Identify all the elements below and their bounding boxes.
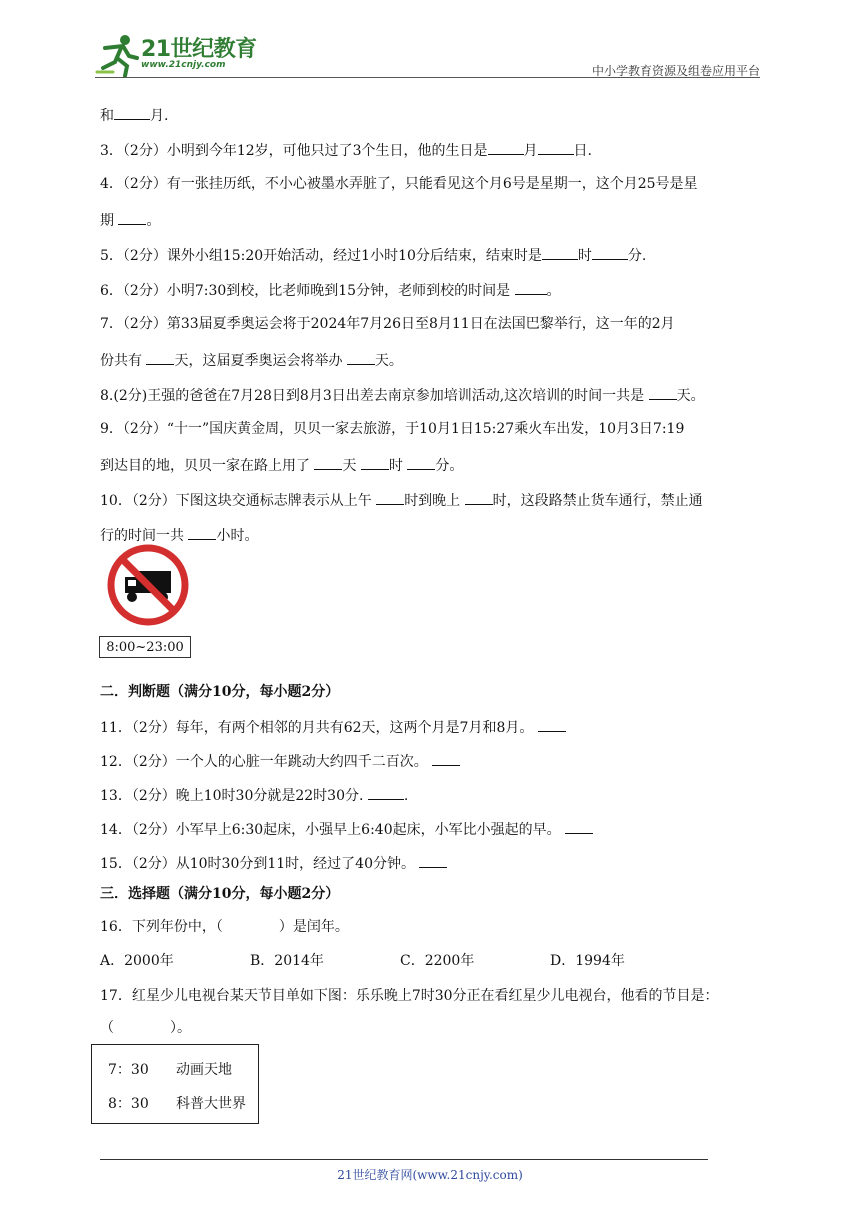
text: . (403, 788, 409, 804)
question-14 (100, 819, 593, 839)
question-5 (100, 245, 646, 265)
text: 。 (146, 213, 161, 229)
text: 份共有 (100, 353, 142, 369)
text: 时，这段路禁止货车通行，禁止通 (492, 493, 703, 509)
section-title-judgment: 二．判断题（满分10分，每小题2分） (100, 684, 340, 700)
question-9 (100, 420, 684, 438)
text: 期 (100, 213, 114, 229)
text: 天。 (676, 388, 705, 404)
page-header (95, 32, 760, 78)
answer-blank[interactable] (118, 210, 146, 225)
answer-blank[interactable] (432, 751, 460, 766)
logo-text: 21世纪教育 (141, 37, 257, 62)
question-4-cont (100, 210, 160, 230)
answer-blank[interactable] (538, 140, 574, 155)
sign-time-caption: 8:00~23:00 (99, 636, 191, 658)
option-c[interactable]: C．2200年 (400, 953, 475, 969)
text: 到达目的地，贝贝一家在路上用了 (100, 458, 310, 474)
answer-blank[interactable] (565, 819, 593, 834)
text: 月. (150, 108, 169, 124)
question-13 (100, 785, 408, 805)
question-8 (100, 385, 705, 405)
text: 分。 (435, 458, 464, 474)
answer-blank[interactable] (419, 853, 447, 868)
answer-blank[interactable] (592, 245, 628, 260)
answer-blank[interactable] (361, 455, 389, 470)
question-6 (100, 280, 561, 300)
answer-blank[interactable] (538, 717, 566, 732)
question-line (100, 105, 168, 125)
text: 分. (627, 248, 647, 264)
question-7-cont (100, 350, 403, 370)
site-logo[interactable] (95, 32, 265, 78)
text: 4．（2分）有一张挂历纸，不小心被墨水弄脏了，只能看见这个月6号是星期一，这个月25号是星 (100, 176, 698, 192)
text: 。 (546, 283, 561, 299)
question-9-cont (100, 455, 463, 475)
answer-blank[interactable] (542, 245, 578, 260)
answer-blank[interactable] (347, 350, 375, 365)
text: 时到晚上 (404, 493, 461, 509)
question-16-options (100, 952, 700, 970)
no-trucks-sign-icon (107, 544, 189, 626)
text: 天，这届夏季奥运会将举办 (174, 353, 343, 369)
text: 时 (577, 248, 592, 264)
question-17: 17．红星少儿电视台某天节目单如下图：乐乐晚上7时30分正在看红星少儿电视台，他看的节目是： (100, 988, 719, 1004)
text: 日. (573, 143, 592, 159)
question-12 (100, 751, 460, 771)
answer-blank[interactable] (488, 140, 524, 155)
question-3 (100, 140, 592, 160)
answer-blank[interactable] (515, 280, 547, 295)
text: 和 (100, 108, 114, 124)
question-11 (100, 717, 566, 737)
text: 14．（2分）小军早上6:30起床，小强早上6:40起床，小军比小强起的早。 (100, 822, 561, 838)
question-4 (100, 175, 698, 193)
text: 13．（2分）晚上10时30分就是22时30分. (100, 788, 364, 804)
runner-logo-icon (95, 32, 141, 78)
text: 11．（2分）每年，有两个相邻的月共有62天，这两个月是7月和8月。 (100, 720, 534, 736)
logo-url: www.21cnjy.com (141, 60, 226, 70)
answer-blank[interactable] (146, 350, 174, 365)
answer-blank[interactable] (465, 490, 493, 505)
schedule-program: 动画天地 (176, 1062, 232, 1078)
option-d[interactable]: D．1994年 (550, 953, 625, 969)
question-10-cont (100, 525, 258, 545)
text: 10．（2分）下图这块交通标志牌表示从上午 (100, 493, 372, 509)
question-16: 16．下列年份中，（ ）是闰年。 (100, 919, 349, 935)
platform-title: 中小学教育资源及组卷应用平台 (591, 64, 760, 78)
footer-divider (100, 1159, 708, 1160)
text: 3．（2分）小明到今年12岁，可他只过了3个生日，他的生日是 (100, 143, 488, 159)
question-10 (100, 490, 703, 510)
text: 15．（2分）从10时30分到11时，经过了40分钟。 (100, 856, 415, 872)
question-15 (100, 853, 447, 873)
schedule-program: 科普大世界 (176, 1096, 246, 1112)
question-17-cont: （ ）。 (100, 1020, 191, 1036)
text: 行的时间一共 (100, 528, 184, 544)
footer-link[interactable]: 21世纪教育网(www.21cnjy.com) (337, 1168, 523, 1182)
text: 6．（2分）小明7:30到校，比老师晚到15分钟，老师到校的时间是 (100, 283, 511, 299)
answer-blank[interactable] (368, 785, 404, 800)
answer-blank[interactable] (407, 455, 435, 470)
text: 5．（2分）课外小组15:20开始活动，经过1小时10分后结束，结束时是 (100, 248, 542, 264)
text: 7．（2分）第33届夏季奥运会将于2024年7月26日至8月11日在法国巴黎举行，这一年的2月 (100, 316, 675, 332)
section-title-choice: 三．选择题（满分10分，每小题2分） (100, 886, 340, 902)
text: 12．（2分）一个人的心脏一年跳动大约四千二百次。 (100, 754, 428, 770)
text: 天 (342, 458, 357, 474)
text: 8.(2分)王强的爸爸在7月28日到8月3日出差去南京参加培训活动,这次培训的时间一共是 (100, 388, 645, 404)
answer-blank[interactable] (188, 525, 216, 540)
text: 小时。 (216, 528, 259, 544)
answer-blank[interactable] (114, 105, 150, 120)
header-divider (95, 77, 760, 78)
answer-blank[interactable] (314, 455, 342, 470)
text: 9．（2分）“十一”国庆黄金周，贝贝一家去旅游，于10月1日15:27乘火车出发，10月3日7:19 (100, 421, 685, 437)
option-b[interactable]: B．2014年 (250, 953, 324, 969)
tv-schedule-table (91, 1044, 259, 1124)
question-7 (100, 315, 675, 333)
option-a[interactable]: A．2000年 (100, 953, 174, 969)
schedule-time: 7：30 (108, 1062, 149, 1078)
answer-blank[interactable] (649, 385, 677, 400)
text: 月 (523, 143, 538, 159)
answer-blank[interactable] (376, 490, 404, 505)
text: 时 (388, 458, 403, 474)
text: 天。 (374, 353, 403, 369)
schedule-time: 8：30 (108, 1096, 149, 1112)
